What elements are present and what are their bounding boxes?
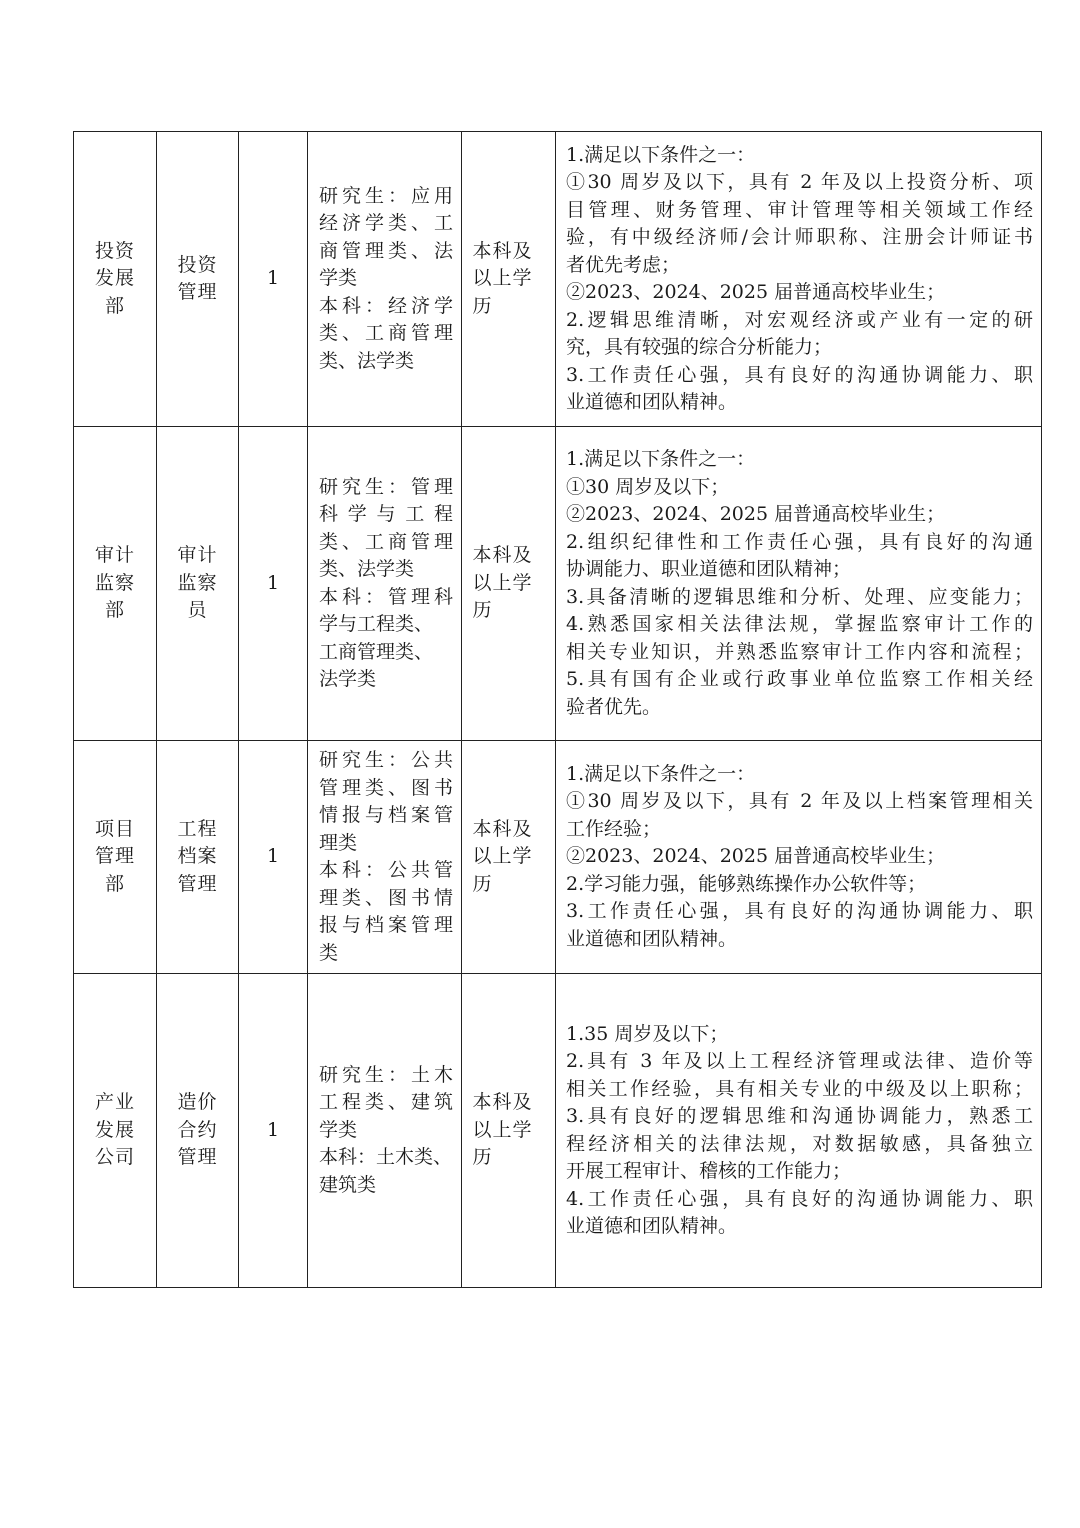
major-line: 类、法学类 [319,349,415,372]
count-cell: 1 [239,741,308,974]
table-row [74,741,1042,974]
requirements-cell [556,132,1042,427]
requirement-line: 相关专业知识，并熟悉监察审计工作内容和流程； [566,640,1033,663]
count-cell: 1 [239,427,308,741]
major-cell [308,741,462,974]
major-line: 理类 [319,831,358,854]
requirement-line: 2.具有 3 年及以上工程经济管理或法律、造价等 [566,1050,1033,1072]
major-line: 类 [319,941,339,964]
requirement-line: 2.学习能力强，能够熟练操作办公软件等； [566,872,927,895]
major-line: 本科：土木类、 [319,1146,453,1169]
table-row [74,974,1042,1288]
major-line: 理类、图书情 [319,886,453,909]
department-cell: 审计监察部 [74,427,157,741]
requirement-line: 验者优先。 [566,695,662,718]
requirement-line: 1.满足以下条件之一： [566,448,756,470]
requirement-line: ②2023、2024、2025 届普通高校毕业生； [566,503,946,525]
requirement-line: 3.工作责任心强，具有良好的沟通协调能力、职 [566,363,1033,386]
requirements-cell [556,974,1042,1288]
requirement-line: 开展工程审计、稽核的工作能力； [566,1160,852,1182]
count-cell: 1 [239,132,308,427]
major-line: 经济学类、工 [319,212,453,235]
major-cell [308,427,462,741]
major-line: 研究生：应用 [319,184,453,207]
major-line: 建筑类 [319,1173,377,1196]
major-cell [308,974,462,1288]
major-line: 学类 [319,267,358,290]
requirement-line: 3.具有良好的逻辑思维和沟通协调能力，熟悉工 [566,1105,1033,1127]
requirement-line: 协调能力、职业道德和团队精神； [566,558,852,580]
requirement-line: 3.工作责任心强，具有良好的沟通协调能力、职 [566,900,1033,923]
major-line: 法学类 [319,668,377,690]
requirement-line: 1.满足以下条件之一： [566,762,756,785]
education-cell: 本科及以上学历 [462,974,556,1288]
requirement-line: 相关工作经验，具有相关专业的中级及以上职称； [566,1077,1033,1100]
major-line: 研究生：管理 [319,475,453,498]
requirements-cell [556,427,1042,741]
requirement-line: 3.具备清晰的逻辑思维和分析、处理、应变能力； [566,585,1033,608]
requirement-line: 业道德和团队精神。 [566,1215,738,1237]
education-cell: 本科及以上学历 [462,741,556,974]
major-cell [308,132,462,427]
requirement-line: ②2023、2024、2025 届普通高校毕业生； [566,281,946,303]
requirement-line: 4.工作责任心强，具有良好的沟通协调能力、职 [566,1187,1033,1210]
major-line: 管理类、图书 [319,776,453,799]
recruitment-table [73,131,1042,1288]
position-cell: 投资管理 [157,132,239,427]
major-line: 类、工商管理 [319,322,453,345]
major-line: 商管理类、法 [319,239,453,262]
requirement-line: 目管理、财务管理、审计管理等相关领域工作经 [566,198,1033,221]
major-line: 类、法学类 [319,558,415,580]
requirement-line: 工作经验； [566,817,662,840]
major-line: 类、工商管理 [319,530,453,553]
requirement-line: 究，具有较强的综合分析能力； [566,336,833,358]
requirement-line: 业道德和团队精神。 [566,391,738,413]
table-row [74,132,1042,427]
major-line: 学类 [319,1118,358,1141]
requirement-line: 1.35 周岁及以下； [566,1022,729,1045]
count-cell: 1 [239,974,308,1288]
requirement-line: 1.满足以下条件之一： [566,143,756,166]
requirement-line: 业道德和团队精神。 [566,927,738,950]
position-cell: 造价合约管理 [157,974,239,1288]
major-line: 科学与工程 [319,503,453,525]
requirement-line: 2.组织纪律性和工作责任心强，具有良好的沟通 [566,530,1033,553]
requirement-line: 者优先考虑； [566,253,681,276]
education-cell: 本科及以上学历 [462,132,556,427]
department-cell: 项目管理部 [74,741,157,974]
requirement-line: 验，有中级经济师/会计师职称、注册会计师证书 [566,226,1033,248]
department-cell: 投资发展部 [74,132,157,427]
major-line: 工程类、建筑 [319,1091,453,1114]
position-cell: 工程档案管理 [157,741,239,974]
requirement-line: 4.熟悉国家相关法律法规，掌握监察审计工作的 [566,613,1033,635]
major-line: 本科：经济学 [319,294,453,317]
requirement-line: 2.逻辑思维清晰，对宏观经济或产业有一定的研 [566,308,1033,331]
requirement-line: 5.具有国有企业或行政事业单位监察工作相关经 [566,668,1033,690]
requirement-line: ①30 周岁及以下； [566,475,730,498]
major-line: 学与工程类、 [319,613,434,635]
major-line: 本科：管理科 [319,585,453,608]
requirement-line: ①30 周岁及以下，具有 2 年及以上投资分析、项 [566,171,1033,193]
department-cell: 产业发展公司 [74,974,157,1288]
major-line: 本科：公共管 [319,859,453,881]
requirement-line: ②2023、2024、2025 届普通高校毕业生； [566,845,946,868]
major-line: 情报与档案管 [319,804,453,826]
major-line: 工商管理类、 [319,640,434,663]
major-line: 报与档案管理 [319,914,453,936]
major-line: 研究生：土木 [319,1063,453,1086]
table-row [74,427,1042,741]
major-line: 研究生：公共 [319,749,453,771]
education-cell: 本科及以上学历 [462,427,556,741]
requirement-line: ①30 周岁及以下，具有 2 年及以上档案管理相关 [566,790,1033,813]
position-cell: 审计监察员 [157,427,239,741]
requirements-cell [556,741,1042,974]
requirement-line: 程经济相关的法律法规，对数据敏感，具备独立 [566,1132,1033,1155]
